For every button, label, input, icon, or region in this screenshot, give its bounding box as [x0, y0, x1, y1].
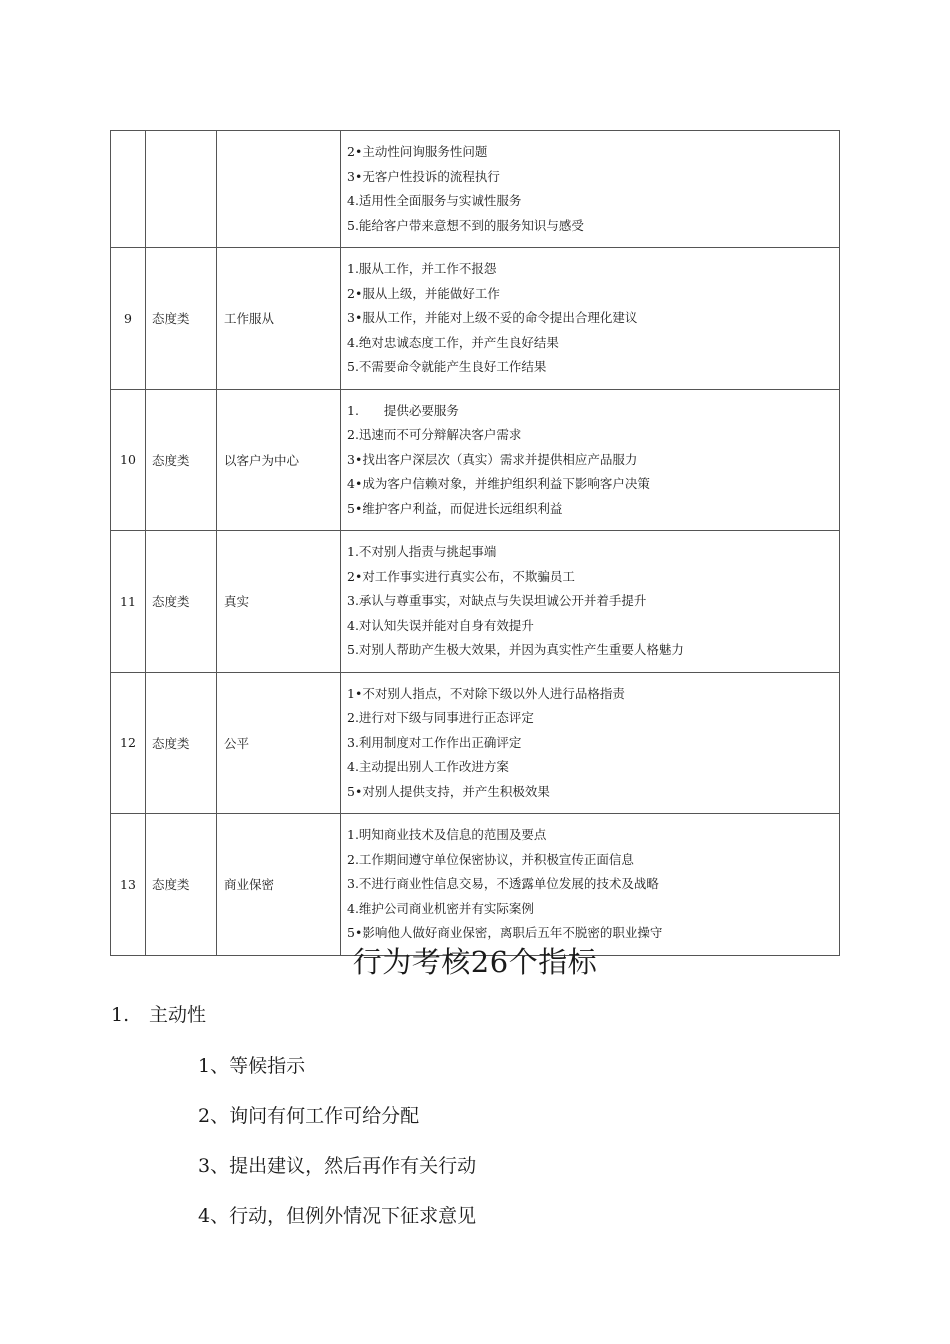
row-name [217, 131, 341, 248]
row-criteria [341, 131, 840, 248]
criterion: 3•无客户性投诉的流程执行 [347, 168, 500, 184]
row-number: 12 [111, 672, 146, 814]
criterion: 2•服从上级，并能做好工作 [347, 285, 500, 301]
criterion: 2•主动性问询服务性问题 [347, 144, 488, 159]
row-name: 真实 [217, 531, 341, 673]
criterion: 5.对别人帮助产生极大效果，并因为真实性产生重要人格魅力 [347, 642, 684, 657]
criterion: 2.工作期间遵守单位保密协议，并积极宣传正面信息 [347, 851, 634, 867]
row-number: 9 [111, 248, 146, 390]
criterion: 1.不对别人指责与挑起事端 [347, 544, 497, 559]
row-category [146, 131, 217, 248]
row-name: 公平 [217, 672, 341, 814]
criterion: 1.服从工作，并工作不报怨 [347, 261, 497, 276]
criterion: 2.迅速而不可分辩解决客户需求 [347, 427, 522, 442]
criterion: 3.承认与尊重事实，对缺点与失误坦诚公开并着手提升 [347, 593, 647, 608]
row-number: 11 [111, 531, 146, 673]
table-row [111, 131, 840, 248]
criterion: 4•成为客户信赖对象，并维护组织利益下影响客户决策 [347, 476, 650, 491]
list-item: 4、行动，但例外情况下征求意见 [198, 1205, 477, 1227]
section-label: 主动性 [149, 1004, 207, 1026]
row-criteria [341, 672, 840, 814]
criterion: 5.能给客户带来意想不到的服务知识与感受 [347, 217, 584, 233]
criterion: 1. 提供必要服务 [347, 402, 459, 418]
row-category: 态度类 [146, 389, 217, 531]
row-category: 态度类 [146, 531, 217, 673]
row-name: 商业保密 [217, 814, 341, 956]
criterion: 2•对工作事实进行真实公布，不欺骗员工 [347, 568, 575, 584]
criterion: 3.利用制度对工作作出正确评定 [347, 734, 522, 750]
criterion: 4.维护公司商业机密并有实际案例 [347, 900, 534, 916]
criterion: 5•对别人提供支持，并产生积极效果 [347, 783, 550, 799]
list-item: 1、等候指示 [198, 1055, 306, 1077]
competency-table [110, 130, 840, 956]
list-item: 3、提出建议，然后再作有关行动 [198, 1155, 477, 1177]
page-title: 行为考核26个指标 [352, 945, 598, 979]
criterion: 5•影响他人做好商业保密，离职后五年不脱密的职业操守 [347, 925, 663, 940]
table-row [111, 531, 840, 673]
row-number: 13 [111, 814, 146, 956]
criterion: 5•维护客户利益，而促进长远组织利益 [347, 500, 563, 516]
row-category: 态度类 [146, 672, 217, 814]
row-number [111, 131, 146, 248]
row-name: 以客户为中心 [217, 389, 341, 531]
criterion: 4.适用性全面服务与实诚性服务 [347, 193, 522, 208]
list-item: 2、询问有何工作可给分配 [198, 1105, 420, 1127]
table-row [111, 389, 840, 531]
row-category: 态度类 [146, 248, 217, 390]
criterion: 1•不对别人指点，不对除下级以外人进行品格指责 [347, 685, 625, 701]
table-row [111, 672, 840, 814]
section-number: 1. [111, 1004, 130, 1026]
criterion: 3•找出客户深层次（真实）需求并提供相应产品服力 [347, 451, 638, 467]
table-row [111, 248, 840, 390]
row-category: 态度类 [146, 814, 217, 956]
row-criteria [341, 389, 840, 531]
criterion: 4.主动提出别人工作改进方案 [347, 759, 509, 774]
criterion: 4.对认知失误并能对自身有效提升 [347, 617, 534, 633]
section-heading [111, 1000, 206, 1027]
table-row [111, 814, 840, 956]
row-number: 10 [111, 389, 146, 531]
row-criteria [341, 814, 840, 956]
row-criteria [341, 531, 840, 673]
criterion: 3•服从工作，并能对上级不妥的命令提出合理化建议 [347, 310, 638, 325]
criterion: 4.绝对忠诚态度工作，并产生良好结果 [347, 334, 559, 350]
criterion: 1.明知商业技术及信息的范围及要点 [347, 827, 547, 842]
criterion: 5.不需要命令就能产生良好工作结果 [347, 359, 547, 374]
criterion: 2.进行对下级与同事进行正态评定 [347, 710, 534, 725]
criterion: 3.不进行商业性信息交易，不透露单位发展的技术及战略 [347, 876, 659, 891]
row-criteria [341, 248, 840, 390]
row-name: 工作服从 [217, 248, 341, 390]
